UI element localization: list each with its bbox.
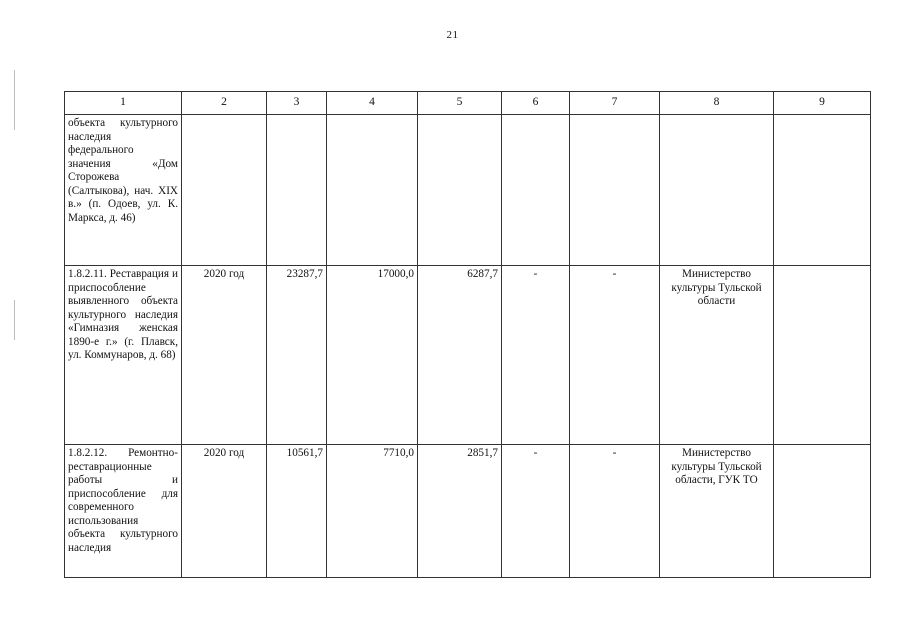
other-sources-cell: [570, 115, 660, 266]
column-header: 7: [570, 92, 660, 115]
total-cell: 23287,7: [267, 266, 327, 445]
executor-cell: Министерство культуры Тульской области: [660, 266, 774, 445]
note-cell: [774, 445, 871, 578]
column-header: 3: [267, 92, 327, 115]
column-header: 1: [65, 92, 182, 115]
column-number-row: [65, 92, 871, 115]
note-cell: [774, 115, 871, 266]
column-header: 9: [774, 92, 871, 115]
regional-budget-cell: [418, 115, 502, 266]
total-cell: 10561,7: [267, 445, 327, 578]
table-row: [65, 266, 871, 445]
column-header: 5: [418, 92, 502, 115]
measure-name-cell: объекта культурного наследия федерального значения «Дом Сторожева (Салтыкова), нач. XIX в.» (п. Одоев, ул. К. Маркса, д. 46): [65, 115, 182, 266]
other-sources-cell: -: [570, 266, 660, 445]
federal-budget-cell: [327, 115, 418, 266]
program-measures-table: [64, 91, 871, 578]
local-budget-cell: [502, 115, 570, 266]
scan-artifact-left: [14, 70, 15, 130]
federal-budget-cell: 17000,0: [327, 266, 418, 445]
measure-name-cell: 1.8.2.11. Реставрация и приспособление выявленного объекта культурного наследия «Гимназия женская 1890-е г.» (г. Плавск, ул. Коммунаров, д. 68): [65, 266, 182, 445]
page-number: 21: [446, 29, 459, 41]
year-cell: 2020 год: [182, 266, 267, 445]
executor-cell: Министерство культуры Тульской области, ГУК ТО: [660, 445, 774, 578]
table-row: [65, 115, 871, 266]
table-row: [65, 445, 871, 578]
column-header: 4: [327, 92, 418, 115]
column-header: 8: [660, 92, 774, 115]
year-cell: 2020 год: [182, 445, 267, 578]
scan-artifact-left-lower: [14, 300, 15, 340]
other-sources-cell: -: [570, 445, 660, 578]
executor-cell: [660, 115, 774, 266]
regional-budget-cell: 6287,7: [418, 266, 502, 445]
local-budget-cell: -: [502, 266, 570, 445]
measure-name-cell: 1.8.2.12. Ремонтно-реставрационные работы и приспособление для современного использования объекта культурного наследия: [65, 445, 182, 578]
note-cell: [774, 266, 871, 445]
column-header: 6: [502, 92, 570, 115]
column-header: 2: [182, 92, 267, 115]
total-cell: [267, 115, 327, 266]
year-cell: [182, 115, 267, 266]
local-budget-cell: -: [502, 445, 570, 578]
regional-budget-cell: 2851,7: [418, 445, 502, 578]
federal-budget-cell: 7710,0: [327, 445, 418, 578]
